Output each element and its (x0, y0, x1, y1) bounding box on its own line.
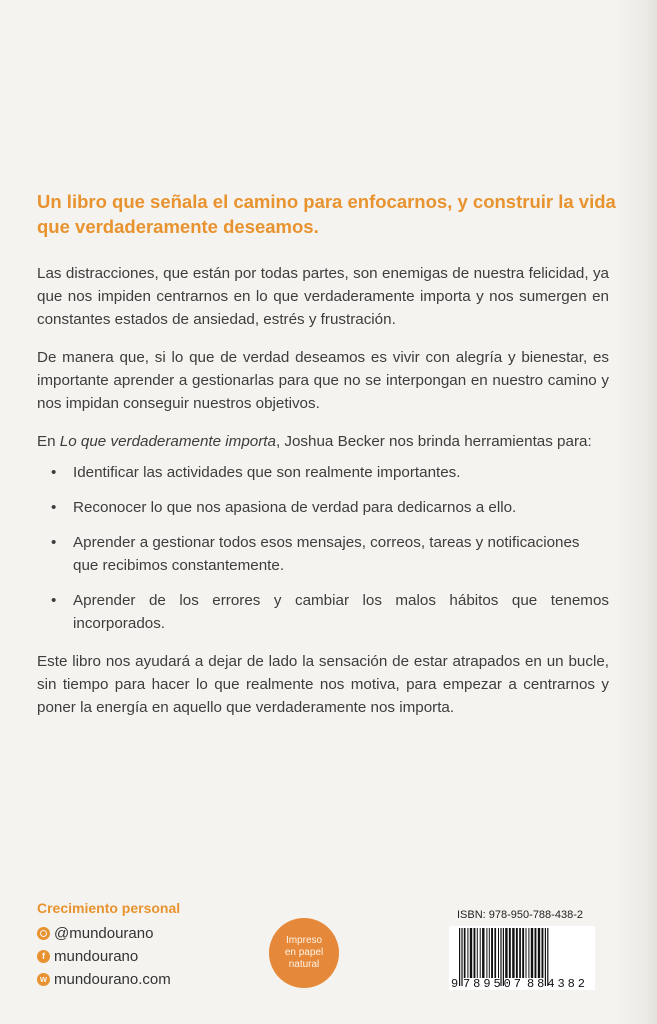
barcode-digits-left: 789507 (463, 977, 521, 990)
paragraph-closing: Este libro nos ayudará a dejar de lado la sensación de estar atrapados en un bucle, sin tiempo para hacer lo que realmente nos motiva, para empezar a centrarnos y poner la energía en aquello que verdaderamente nos importa. (37, 653, 609, 716)
paragraph-manage: De manera que, si lo que de verdad deseamos es vivir con alegría y bienestar, es importante aprender a gestionarlas para que no se interpongan en nuestro camino y nos impidan conseguir nuestros objetivos. (37, 349, 609, 412)
barcode-bar (522, 928, 524, 978)
barcode-bar (477, 928, 478, 978)
instagram-text: @mundourano (54, 925, 154, 942)
barcode-bar (467, 928, 468, 978)
website-link[interactable] (37, 971, 297, 988)
barcode-bar (509, 928, 511, 978)
page-edge-shadow (617, 0, 657, 1024)
facebook-icon: f (37, 950, 50, 963)
barcode-bar (519, 928, 521, 978)
barcode-bar (528, 928, 529, 978)
barcode-digit-first: 9 (451, 977, 459, 990)
intro-suffix: , Joshua Becker nos brinda herramientas para: (275, 433, 592, 450)
barcode-bar (486, 928, 487, 978)
bullet-icon: • (51, 534, 57, 551)
list-item-text: Identificar las actividades que son realmente importantes. (73, 464, 461, 481)
list-item-text: Aprender a gestionar todos esos mensajes, correos, tareas y notificaciones que recibimos constantemente. (73, 534, 580, 574)
barcode-bar (459, 928, 460, 986)
barcode-bar (464, 928, 466, 978)
facebook-handle[interactable] (37, 948, 297, 965)
barcode-bar (512, 928, 514, 978)
barcode-bar (535, 928, 537, 978)
barcode-bar (489, 928, 490, 978)
barcode-bar (542, 928, 544, 978)
instagram-handle[interactable] (37, 925, 297, 942)
headline: Un libro que señala el camino para enfocarnos, y construir la vida que verdaderamente deseamos. (37, 191, 616, 237)
badge-line: en papel (284, 947, 324, 958)
barcode-bar (545, 928, 546, 986)
barcode-bar (526, 928, 527, 978)
barcode-bar (494, 928, 496, 978)
paragraph-distractions: Las distracciones, que están por todas partes, son enemigas de nuestra felicidad, ya que nos impiden centrarnos en lo que verdaderamente importa y nos sumergen en constantes estados de ansiedad, estrés y frustración. (37, 265, 609, 328)
barcode-bar (505, 928, 507, 978)
barcode-bar (482, 928, 484, 978)
book-title: Lo que verdaderamente importa (59, 433, 276, 450)
category-label: Crecimiento personal (37, 900, 181, 916)
barcode-bar (470, 928, 472, 978)
facebook-text: mundourano (54, 948, 139, 965)
barcode-bar (531, 928, 533, 978)
barcode-bar (498, 928, 499, 978)
barcode (449, 926, 595, 990)
badge-line: natural (288, 959, 320, 970)
list-item-text: Aprender de los errores y cambiar los malos hábitos que tenemos incorporados. (73, 592, 609, 632)
printed-natural-paper-badge (269, 918, 339, 988)
list-item (37, 461, 609, 484)
list-item (37, 531, 609, 577)
web-icon: w (37, 973, 50, 986)
instagram-icon (37, 927, 50, 940)
list-item-text: Reconocer lo que nos apasiona de verdad para dedicarnos a ello. (73, 499, 517, 516)
list-item (37, 496, 609, 519)
back-cover-text (37, 262, 609, 734)
isbn-label: ISBN: 978-950-788-438-2 (457, 909, 583, 921)
barcode-bar (516, 928, 518, 978)
list-item (37, 589, 609, 635)
barcode-bar (538, 928, 540, 978)
bullet-icon: • (51, 499, 57, 516)
tools-list (37, 461, 609, 635)
barcode-bar (480, 928, 481, 978)
website-text: mundourano.com (54, 971, 171, 988)
bullet-icon: • (51, 464, 57, 481)
bullet-icon: • (51, 592, 57, 609)
barcode-bar (491, 928, 493, 978)
barcode-digits-right: 884382 (527, 977, 585, 990)
intro-prefix: En (37, 433, 60, 450)
badge-line: Impreso (285, 935, 323, 946)
barcode-bar (474, 928, 476, 978)
paragraph-intro (37, 430, 609, 453)
